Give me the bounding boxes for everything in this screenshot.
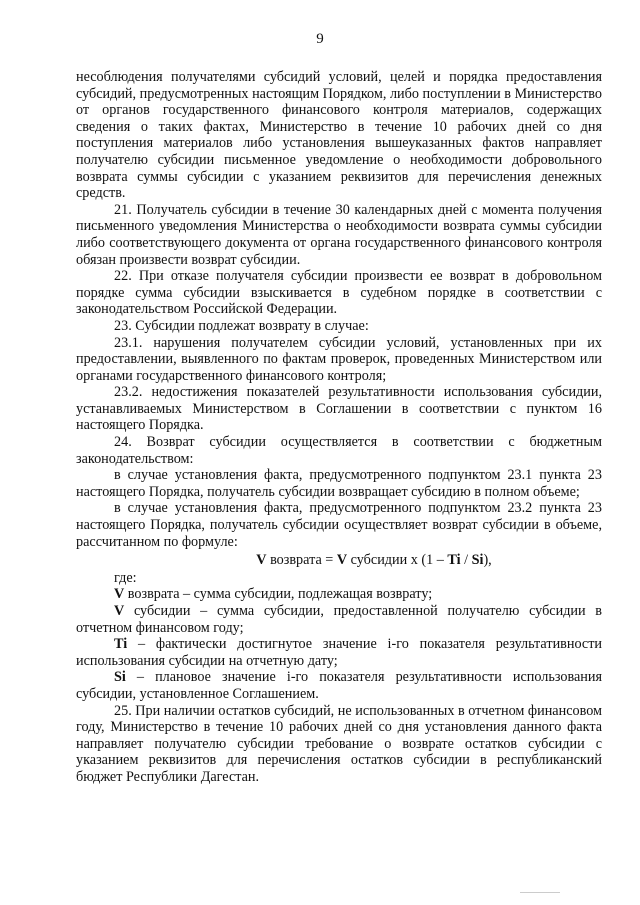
paragraph-21: 21. Получатель субсидии в течение 30 календарных дней с момента получения письменного уведомления Министерства о необходимости возврата суммы субсидии либо соответствующего документа от органа государственного финансового контроля обязан произвести возврат субсидии.: [76, 201, 602, 268]
formula-ti: Ti: [447, 552, 461, 569]
paragraph-25: 25. При наличии остатков субсидий, не использованных в отчетном финансовом году, Министерство в течение 10 рабочих дней со дня установления данного факта направляет получателю субсидии требование о возврате остатков субсидии с указанием реквизитов для перечисления остатков субсидии в республиканский бюджет Республики Дагестан.: [76, 702, 602, 785]
definition-term: Si: [114, 669, 126, 686]
formula-v-subsidy: V: [336, 552, 348, 569]
definition-v-return: [76, 586, 602, 603]
refund-formula: [76, 552, 602, 569]
paragraph-23-2: 23.2. недостижения показателей результативности использования субсидии, устанавливаемых Министерством в Соглашении в соответствии с пунктом 16 настоящего Порядка.: [76, 384, 602, 434]
definition-term: V: [114, 586, 125, 603]
definition-si: [76, 669, 602, 702]
formula-v-return: V: [256, 552, 267, 569]
formula-close: ),: [483, 552, 492, 569]
paragraph-23-1: 23.1. нарушения получателем субсидии условий, установленных при их предоставлении, выявленного по фактам проверок, проведенных Министерством или органами государственного финансового контроля;: [76, 334, 602, 384]
scan-mark: [520, 886, 560, 893]
where-label: где:: [114, 569, 137, 586]
formula-return-text: возврата =: [266, 552, 337, 569]
definition-v-subsidy: [76, 603, 602, 636]
paragraph-24-case-2: в случае установления факта, предусмотренного подпунктом 23.2 пункта 23 настоящего Порядка, получатель субсидии осуществляет возврат субсидии в объеме, рассчитанном по формуле:: [76, 500, 602, 550]
paragraph-24: 24. Возврат субсидии осуществляется в соответствии с бюджетным законодательством:: [76, 434, 602, 467]
paragraph-continuation: несоблюдения получателями субсидий условий, целей и порядка предоставления субсидий, предусмотренных настоящим Порядком, либо поступлении в Министерство от органов государственного финансового контроля материалов, содержащих сведения о таких фактах, Министерство в течение 10 рабочих дней со дня поступления материалов либо установления вышеуказанных фактов направляет получателю субсидии письменное уведомление о необходимости добровольного возврата суммы субсидии с указанием реквизитов для перечисления денежных средств.: [76, 69, 602, 202]
definition-term: Ti: [114, 636, 128, 653]
paragraph-23: 23. Субсидии подлежат возврату в случае:: [114, 317, 369, 334]
definition-text: субсидии – сумма субсидии, предоставленной получателю субсидии в отчетном финансовом году;: [76, 603, 602, 636]
definition-text: – фактически достигнутое значение i-го показателя результативности использования субсидии на отчетную дату;: [76, 636, 602, 669]
definition-ti: [76, 636, 602, 669]
document-body: [76, 69, 602, 786]
page-number: 9: [316, 31, 324, 47]
definition-term: V: [114, 603, 125, 619]
paragraph-24-case-1: в случае установления факта, предусмотренного подпунктом 23.1 пункта 23 настоящего Порядка, получатель субсидии возвращает субсидию в полном объеме;: [76, 467, 602, 500]
definition-text: возврата – сумма субсидии, подлежащая возврату;: [124, 586, 433, 603]
formula-subsidy-text: субсидии x (1 –: [347, 552, 448, 569]
paragraph-22: 22. При отказе получателя субсидии произвести ее возврат в добровольном порядке сумма субсидии взыскивается в судебном порядке в соответствии с законодательством Российской Федерации.: [76, 268, 602, 318]
formula-si: Si: [471, 552, 484, 569]
formula-slash: /: [460, 552, 472, 569]
definition-text: – плановое значение i-го показателя результативности использования субсидии, установленное Соглашением.: [76, 669, 602, 702]
